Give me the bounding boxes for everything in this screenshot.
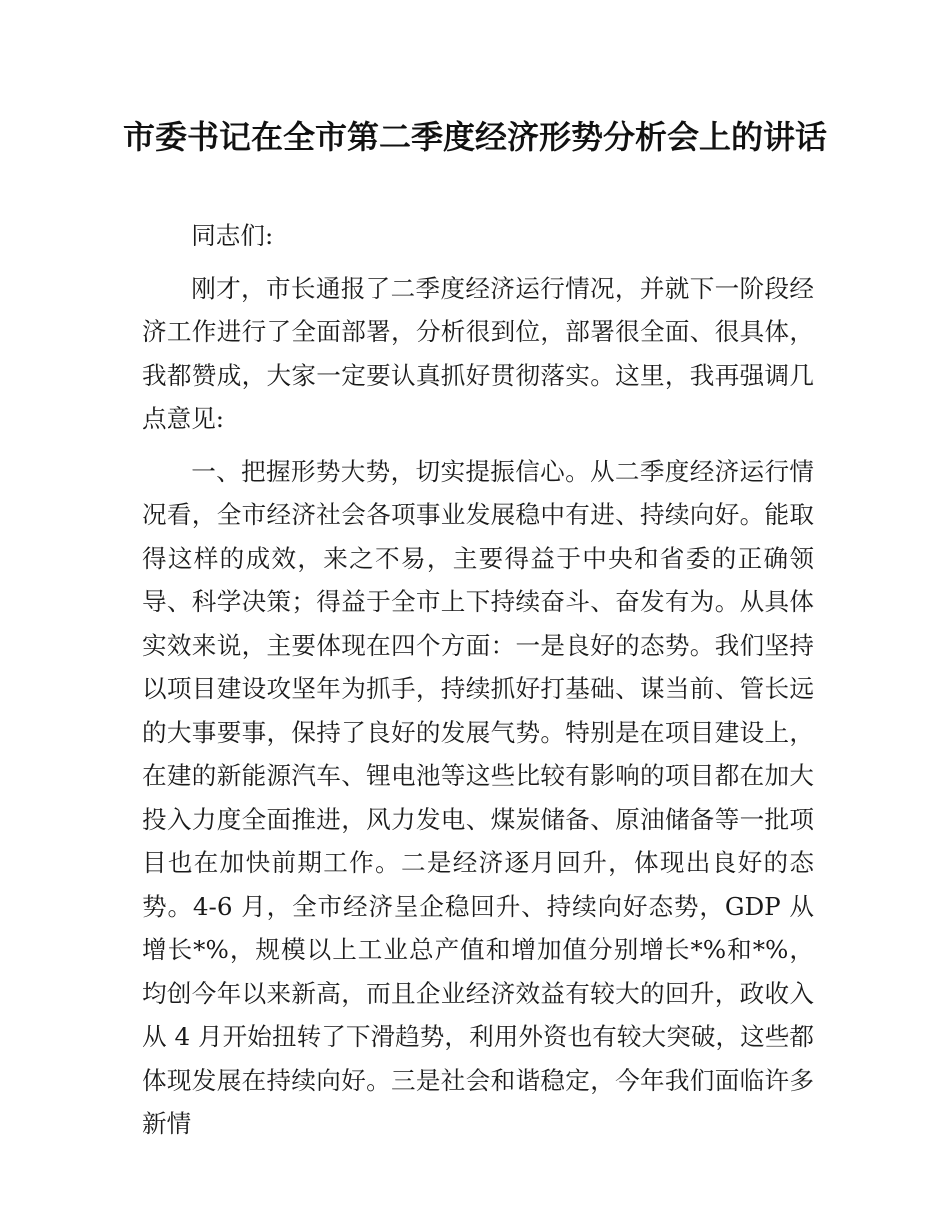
document-body [142, 214, 814, 1155]
salutation: 同志们: [191, 221, 274, 250]
document-title: 市委书记在全市第二季度经济形势分析会上的讲话 [122, 118, 827, 156]
paragraph-opening: 刚才，市长通报了二季度经济运行情况，并就下一阶段经济工作进行了全面部署，分析很到位，部署很全面、很具体，我都赞成，大家一定要认真抓好贯彻落实。这里，我再强调几点意见: [142, 273, 814, 433]
paragraph-section-one: 一、把握形势大势，切实提振信心。从二季度经济运行情况看，全市经济社会各项事业发展稳中有进、持续向好。能取得这样的成效，来之不易，主要得益于中央和省委的正确领导、科学决策；得益于全市上下持续奋斗、奋发有为。从具体实效来说，主要体现在四个方面：一是良好的态势。我们坚持以项目建设攻坚年为抓手，持续抓好打基础、谋当前、管长远的大事要事，保持了良好的发展气势。特别是在项目建设上，在建的新能源汽车、锂电池等这些比较有影响的项目都在加大投入力度全面推进，风力发电、煤炭储备、原油储备等一批项目也在加快前期工作。二是经济逐月回升，体现出良好的态势。4-6 月，全市经济呈企稳回升、持续向好态势，GDP 从增长*%，规模以上工业总产值和增加值分别增长*%和*%，均创今年以来新高，而且企业经济效益有较大的回升，政收入从 4 月开始扭转了下滑趋势，利用外资也有较大突破，这些都体现发展在持续向好。三是社会和谐稳定，今年我们面临许多新情 [142, 456, 814, 1138]
